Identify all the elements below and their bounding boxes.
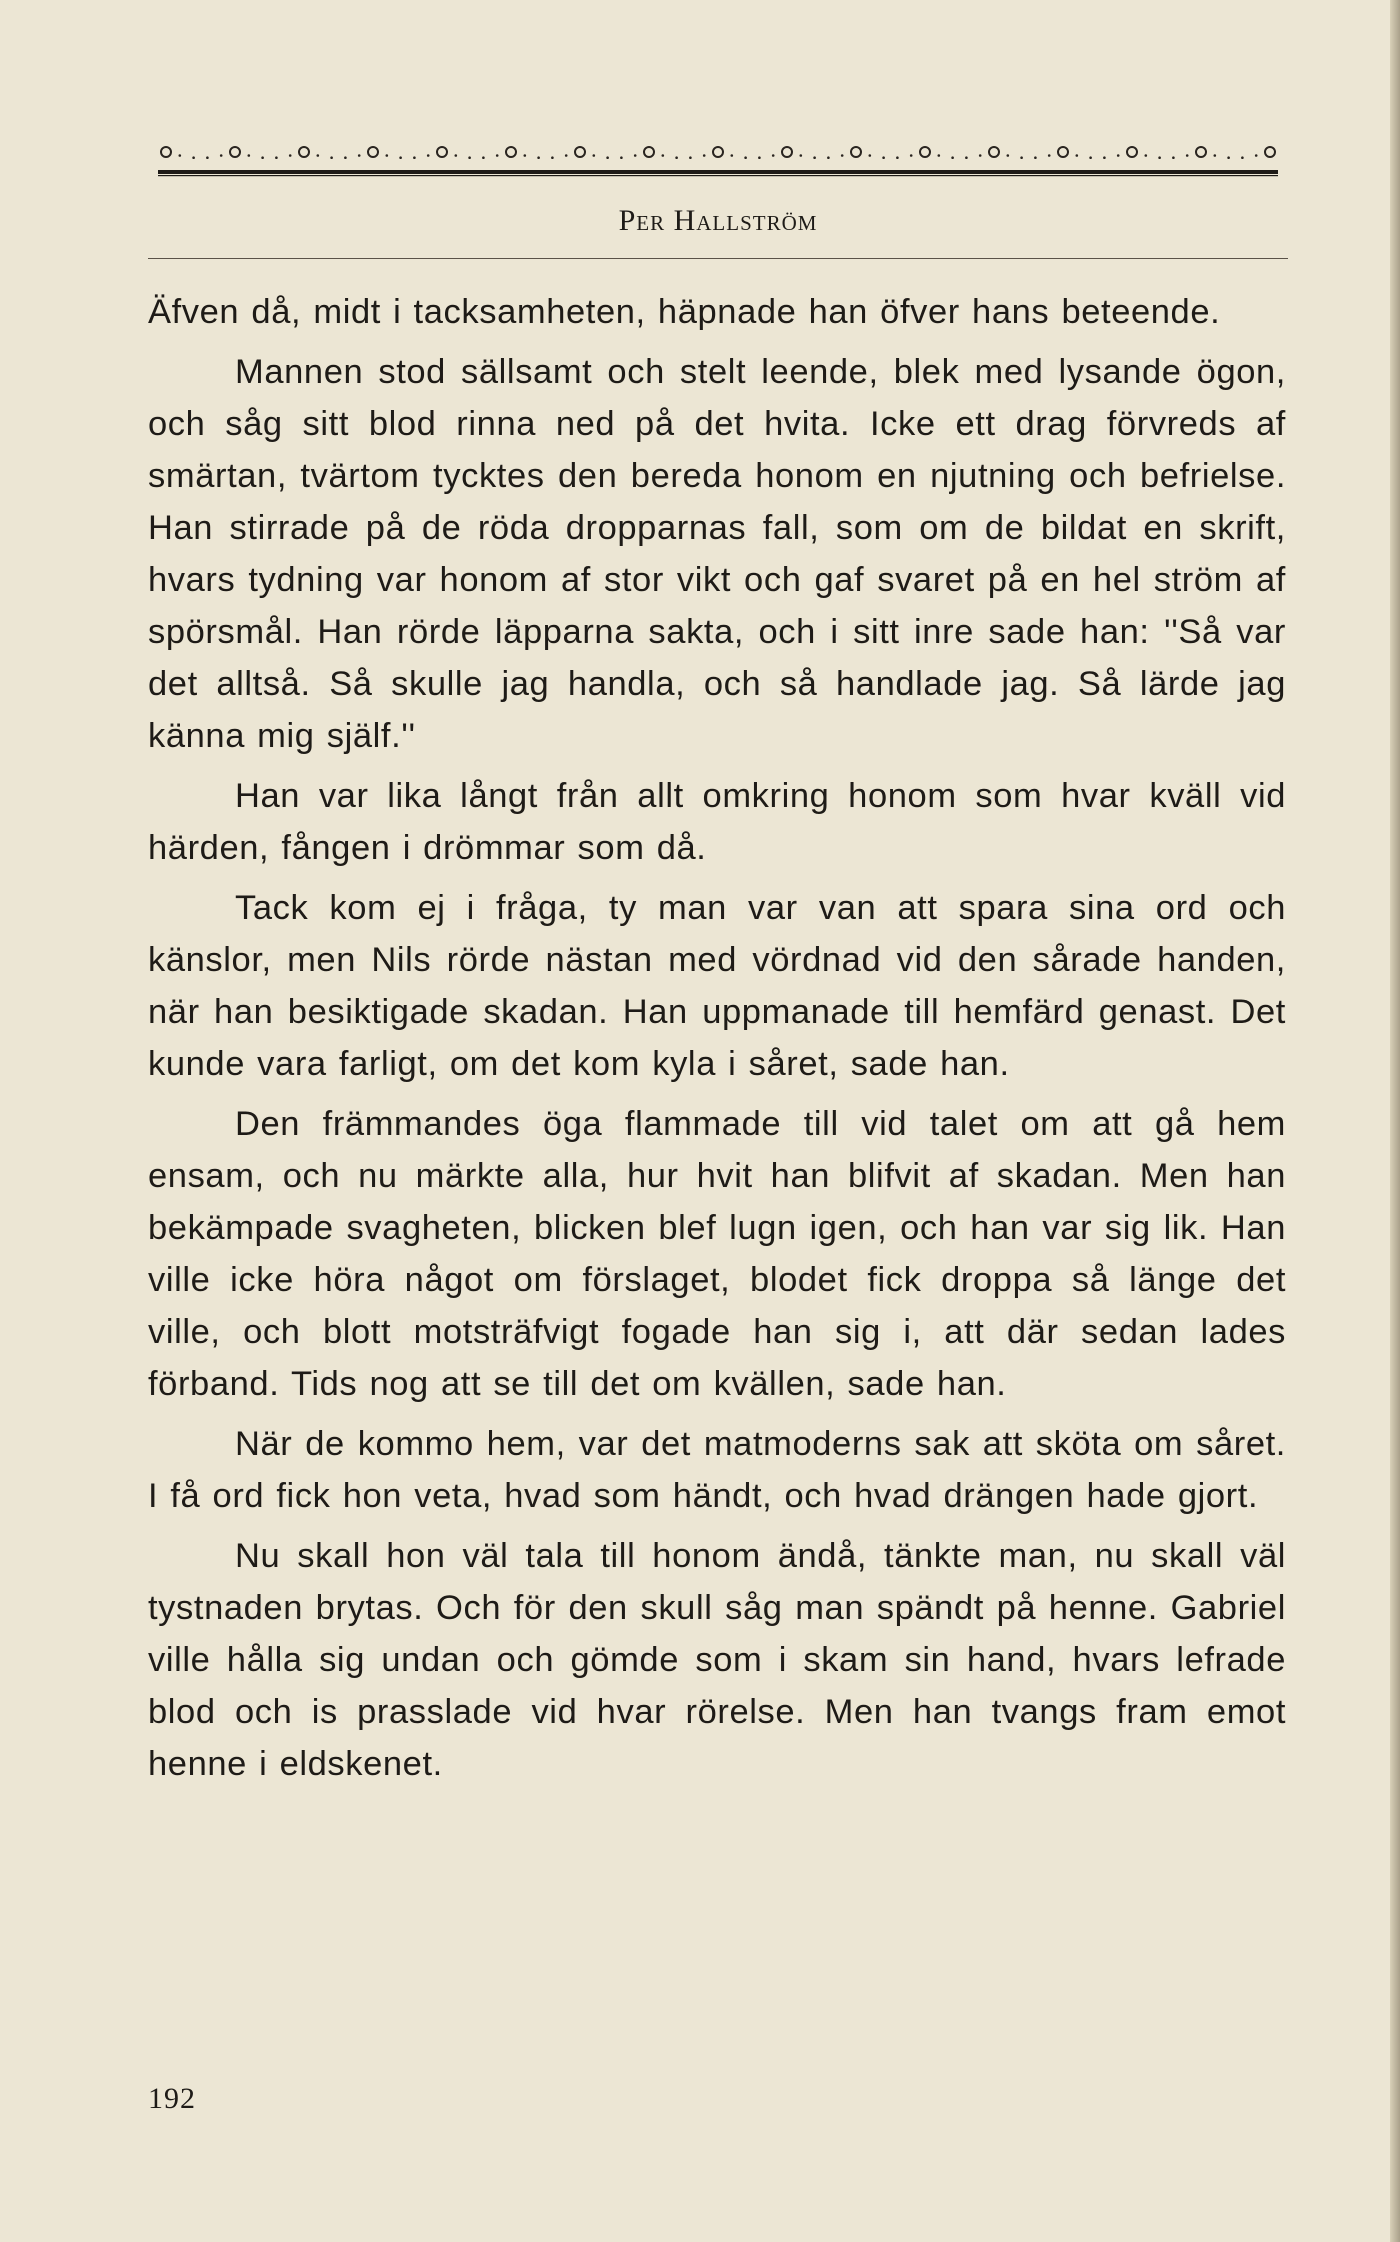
ornament-dot <box>800 154 803 157</box>
ornament-dot <box>1117 154 1120 157</box>
ornament-dot <box>689 156 692 159</box>
ornament-dot <box>399 156 402 159</box>
ornament-ring <box>575 147 585 157</box>
ornament-dot <box>468 156 471 159</box>
ornament-dot <box>206 156 209 159</box>
header-rule <box>148 258 1288 259</box>
ornament-dot <box>496 154 499 157</box>
ornament-dot <box>344 156 347 159</box>
ornament-dot <box>289 154 292 157</box>
ornament-dot <box>1089 156 1092 159</box>
ornament-dot <box>565 154 568 157</box>
ornament-dot <box>1048 154 1051 157</box>
ornament-dot <box>1255 154 1258 157</box>
ornament-dot <box>358 154 361 157</box>
ornament-ring <box>230 147 240 157</box>
ornament-ring <box>1058 147 1068 157</box>
ornament-dot <box>1158 156 1161 159</box>
ornament-dot <box>593 154 596 157</box>
ornament-dot <box>1172 156 1175 159</box>
ornament-dot <box>813 156 816 159</box>
ornament-dot <box>1227 156 1230 159</box>
ornament-dot <box>758 156 761 159</box>
ornament-dot <box>248 154 251 157</box>
ornament-ring <box>368 147 378 157</box>
ornament-dot <box>179 154 182 157</box>
ornament-dot <box>1020 156 1023 159</box>
ornament-dot <box>386 154 389 157</box>
ornament-dot <box>1007 154 1010 157</box>
paragraph: Äfven då, midt i tacksamheten, häpnade han öfver hans beteende. <box>148 293 1221 331</box>
ornament-ring <box>1265 147 1275 157</box>
ornament-dot <box>1076 154 1079 157</box>
ornament-dot <box>261 156 264 159</box>
ornament-dot <box>317 154 320 157</box>
ornament-dot <box>482 156 485 159</box>
ornament-ring <box>299 147 309 157</box>
ornament-dot <box>1034 156 1037 159</box>
ornament-dot <box>827 156 830 159</box>
ornament-dot <box>634 154 637 157</box>
ornament-dot <box>1103 156 1106 159</box>
paragraph: Den främmandes öga flammade till vid talet om att gå hem ensam, och nu märkte alla, hur hvit han blifvit af skadan. Men han bekämpade svagheten, blicken blef lugn igen, och han var sig lik. Han ville icke höra något om förslaget, blodet fick droppa så länge det ville, och blott motsträfvigt fogade han sig i, att där sedan lades förband. Tids nog att se till det om kvällen, sade han. <box>148 1105 1286 1403</box>
ornament-ring <box>713 147 723 157</box>
page-edge <box>1390 0 1400 2242</box>
ornament-ring <box>782 147 792 157</box>
ornament-dot <box>731 154 734 157</box>
ornament-dot <box>330 156 333 159</box>
ornament-dot <box>675 156 678 159</box>
ornament-dot <box>606 156 609 159</box>
ornament-ring <box>920 147 930 157</box>
ornament-dot <box>951 156 954 159</box>
ornament-ring <box>161 147 171 157</box>
ornament-ring <box>1196 147 1206 157</box>
ornament-dot <box>551 156 554 159</box>
ornament-dot <box>882 156 885 159</box>
ornament-dot <box>220 154 223 157</box>
ornament-dot <box>703 154 706 157</box>
ornament-ring <box>1127 147 1137 157</box>
ornament-dot <box>455 154 458 157</box>
ornament-dot <box>620 156 623 159</box>
ornament-dot <box>869 154 872 157</box>
ornament-ring <box>851 147 861 157</box>
ornament-dot <box>744 156 747 159</box>
ornamental-border <box>148 130 1288 178</box>
ornament-dot <box>662 154 665 157</box>
ornament-dot <box>192 156 195 159</box>
ornament-ring <box>437 147 447 157</box>
ornament-dot <box>965 156 968 159</box>
ornament-dot <box>1145 154 1148 157</box>
paragraph: När de kommo hem, var det matmoderns sak att sköta om såret. I få ord fick hon veta, hvad som händt, och hvad drängen hade gjort. <box>148 1425 1286 1515</box>
ornament-dot <box>896 156 899 159</box>
paragraph: Mannen stod sällsamt och stelt leende, blek med lysande ögon, och såg sitt blod rinna ned på det hvita. Icke ett drag förvreds af smärtan, tvärtom tycktes den bereda honom en njutning och befrielse. Han stirrade på de röda dropparnas fall, som om de bildat en skrift, hvars tydning var honom af stor vikt och gaf svaret på en hel ström af spörsmål. Han rörde läpparna sakta, och i sitt inre sade han: ''Så var det alltså. Så skulle jag handla, och så handlade jag. Så lärde jag känna mig själf.'' <box>148 353 1286 755</box>
page-number: 192 <box>148 2082 196 2115</box>
ornament-dot <box>1241 156 1244 159</box>
ornament-dot <box>413 156 416 159</box>
body-text <box>148 286 1286 1798</box>
ornament-ring <box>644 147 654 157</box>
ornament-dot <box>537 156 540 159</box>
paragraph: Tack kom ej i fråga, ty man var van att spara sina ord och känslor, men Nils rörde nästan med vördnad vid den sårade handen, när han besiktigade skadan. Han uppmanade till hemfärd genast. Det kunde vara farligt, om det kom kyla i såret, sade han. <box>148 889 1286 1083</box>
ornament-dot <box>979 154 982 157</box>
paragraph: Han var lika långt från allt omkring honom som hvar kväll vid härden, fången i drömmar som då. <box>148 777 1286 867</box>
ornament-dot <box>427 154 430 157</box>
ornament-ring <box>506 147 516 157</box>
ornament-dot <box>1214 154 1217 157</box>
ornament-dot <box>938 154 941 157</box>
paragraph: Nu skall hon väl tala till honom ändå, tänkte man, nu skall väl tystnaden brytas. Och för den skull såg man spändt på henne. Gabriel ville hålla sig undan och gömde som i skam sin hand, hvars lefrade blod och is prasslade vid hvar rörelse. Men han tvangs fram emot henne i eldskenet. <box>148 1537 1286 1783</box>
ornament-ring <box>989 147 999 157</box>
ornament-dot <box>772 154 775 157</box>
ornament-dot <box>1186 154 1189 157</box>
ornament-dot <box>275 156 278 159</box>
ornament-dot <box>841 154 844 157</box>
ornament-dot <box>910 154 913 157</box>
running-header: Per Hallström <box>618 204 818 237</box>
ornament-dot <box>524 154 527 157</box>
